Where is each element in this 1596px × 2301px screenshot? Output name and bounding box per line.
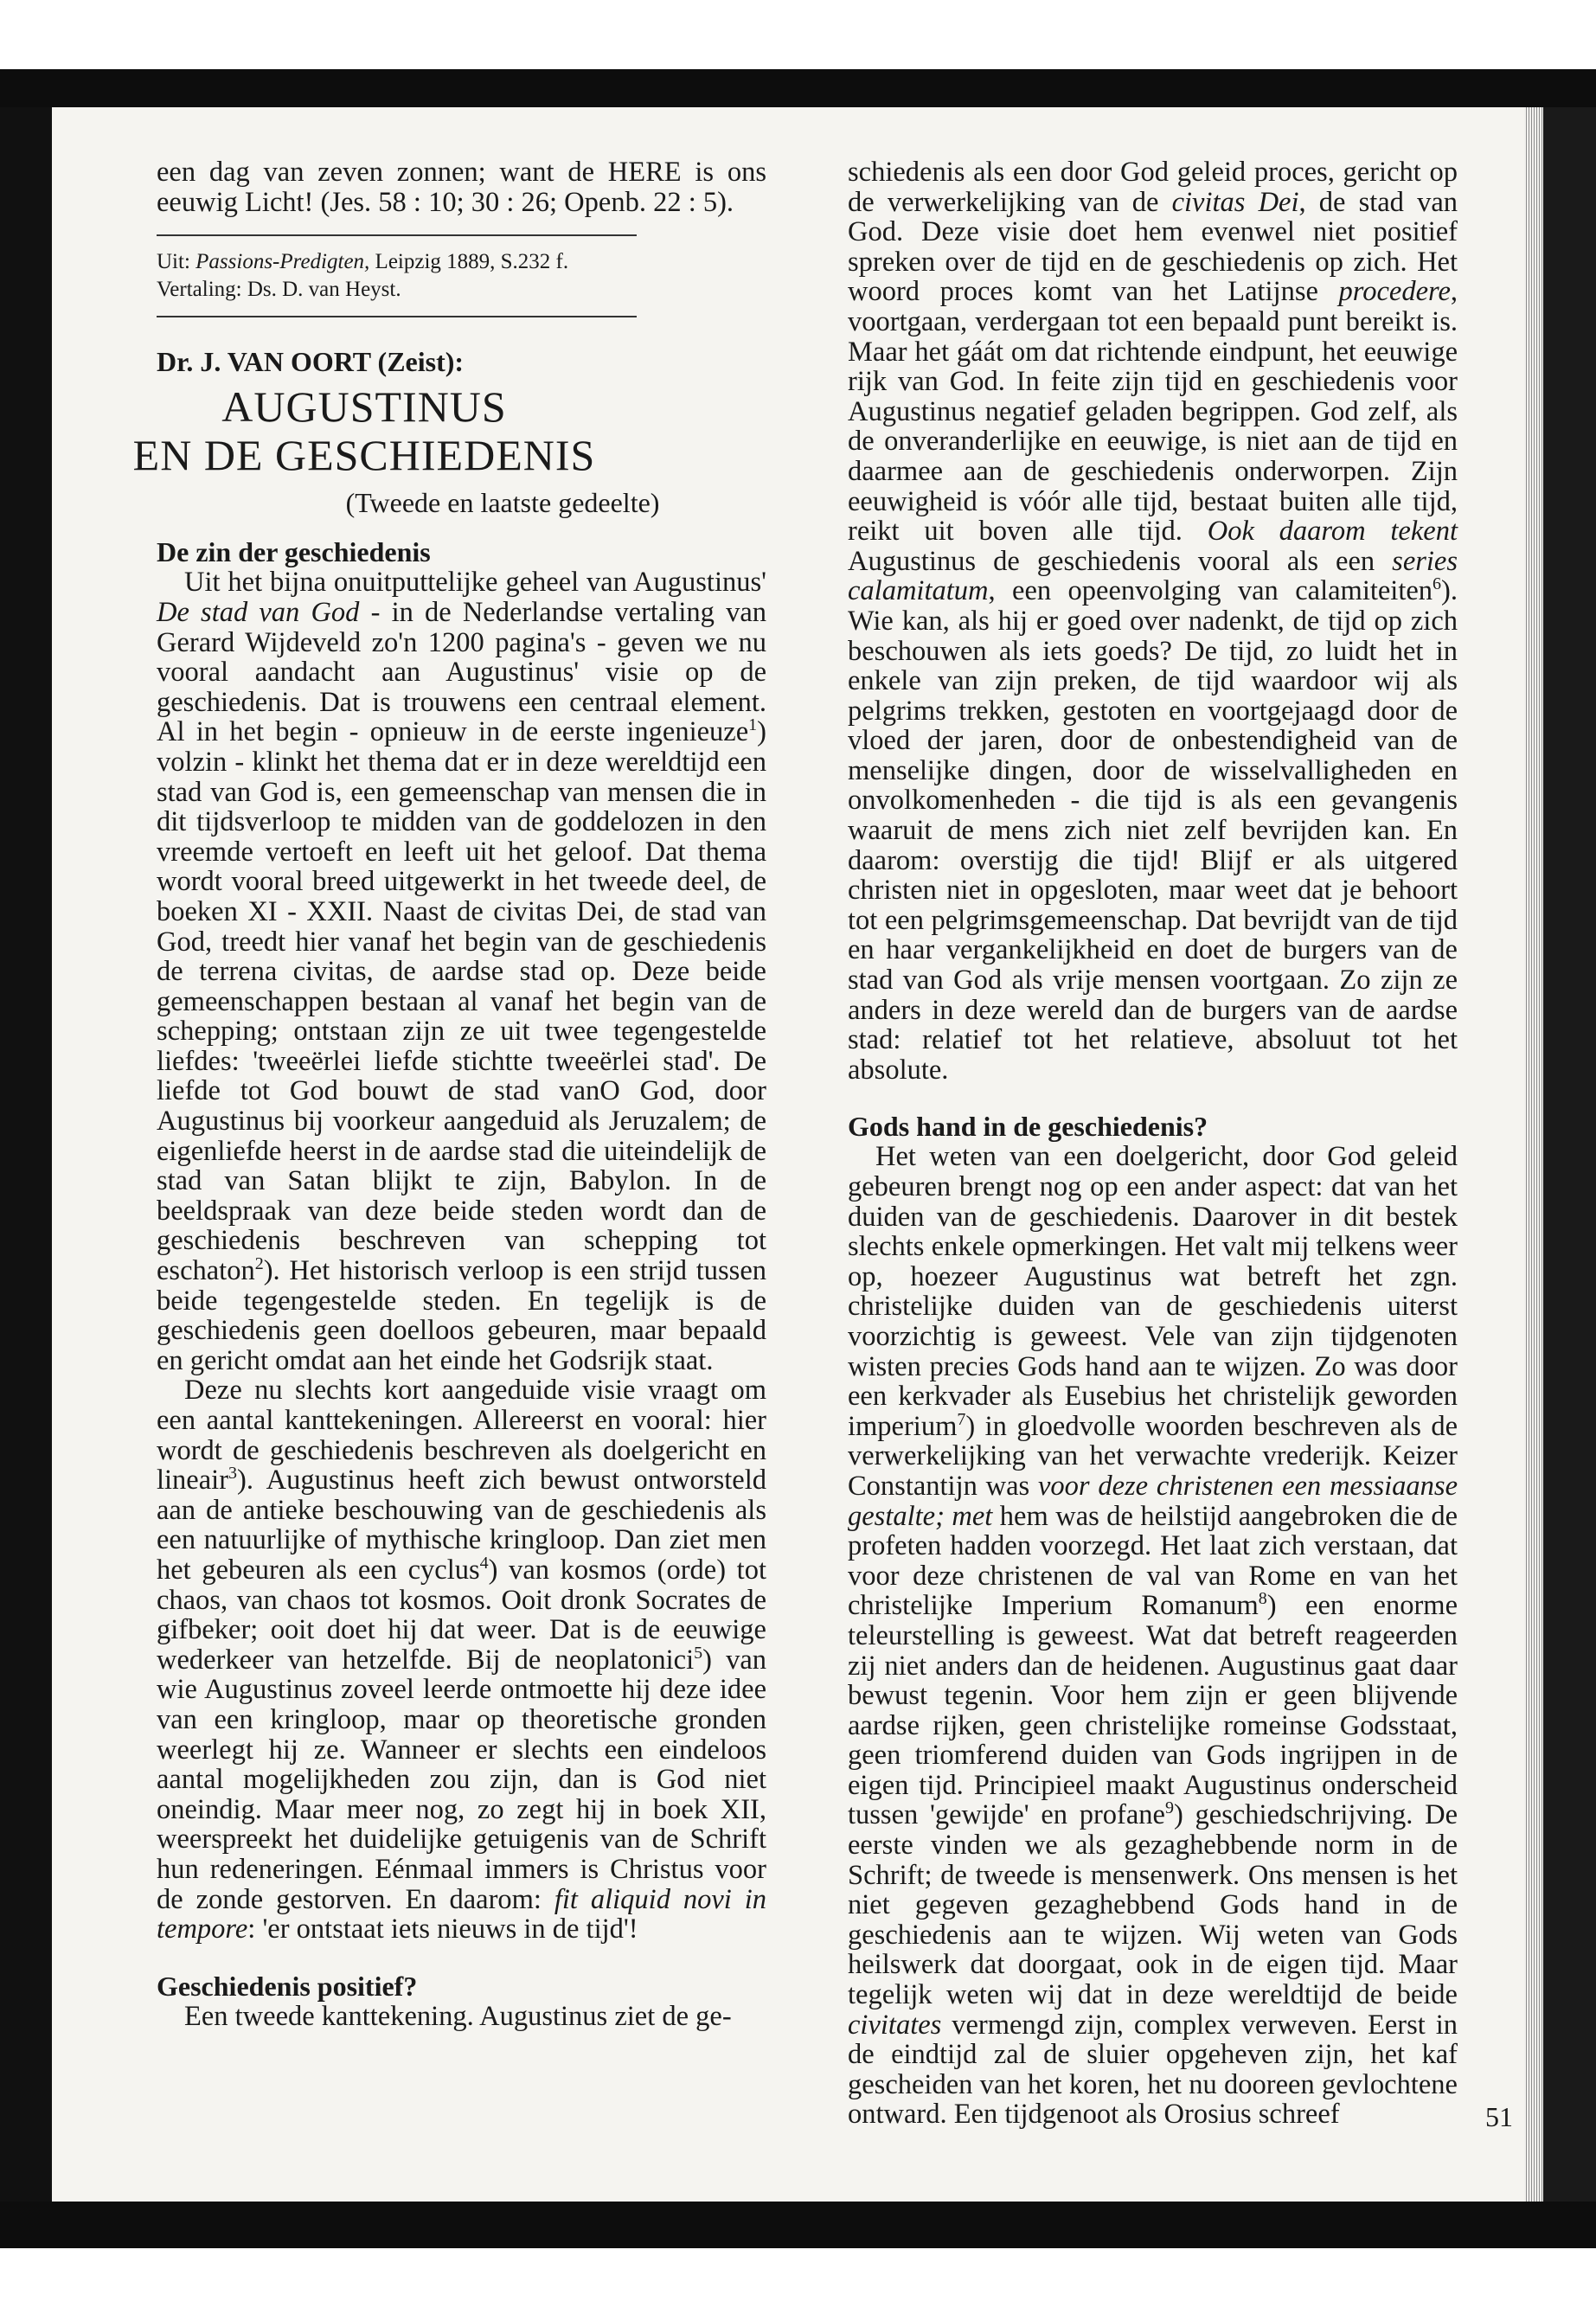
footnote-ref: 4 (479, 1554, 489, 1574)
scan-margin-bottom (0, 2248, 1596, 2301)
page-number: 51 (1485, 2101, 1513, 2132)
footnote-ref: 6 (1433, 574, 1442, 594)
footnote-ref: 1 (748, 715, 758, 735)
translation-credit: Uit: Passions-Predigten, Leipzig 1889, S.232 f. Vertaling: Ds. D. van Heyst. (157, 234, 637, 317)
paragraph: Een tweede kanttekening. Augustinus ziet de ge- (184, 2000, 732, 2032)
book-page-edges (1524, 107, 1543, 2202)
scanner-border-top (0, 69, 1596, 107)
footnote-ref: 3 (228, 1464, 238, 1484)
paragraph: Het weten van een doelgericht, door God geleid gebeuren brengt nog op een ander aspect: dat van het duiden van de geschiedenis. Daarover in dit bestek slechts enkele opmerkingen. Het valt mij telkens weer op, hoezeer Augustinus wat betreft het zgn. christelijke duiden van de geschiedenis uiterst voorzichtig is geweest. Vele van zijn tijdgenoten wisten precies Gods hand aan te wijzen. Zo was door een kerkvader als Eusebius het christelijk geworden imperium$^7$) in gloedvolle woorden beschreven als de verwerkelijking van het verwachte vrederijk. Keizer Constantijn was voor deze christenen een messiaanse gestalte; met hem was de heilstijd aangebroken die de profeten hadden voorzegd. Het laat zich verstaan, dat voor deze christenen de val van Rome en van het christelijke Imperium Romanum$^8$) een enorme teleurstelling is geweest. Wat dat betreft reageerden zij niet anders dan de heidenen. Augustinus gaat daar bewust tegenin. Voor hem zijn er geen blijvende aardse rijken, geen christelijke romeinse Godsstaat, geen triomferend duiden van Gods ingrijpen in de eigen tijd. Principieel maakt Augustinus onderscheid tussen 'gewijde' en profane$^9$) geschiedschrijving. De eerste vinden we als gezaghebbende norm in de Schrift; de tweede is mensenwerk. Ons mensen is het niet gegeven gezaghebbend Gods hand in de geschiedenis aan te wijzen. Wij weten van Gods heilswerk dat doorgaat, ook in de eigen tijd. Maar tegelijk weten wij dat in deze wereldtijd de beide civitates vermengd zijn, complex verweven. Eerst in de eindtijd zal de sluier opgeheven zijn, het kaf gescheiden van het koren, het nu dooreen gevlochtene ontward. Een tijdgenoot als Orosius schreef (848, 1141, 1458, 2131)
article-subtitle: (Tweede en laatste gedeelte) (345, 486, 660, 518)
paragraph: Deze nu slechts kort aangeduide visie vraagt om een aantal kanttekeningen. Allereerst en vooral: hier wordt de geschiedenis beschreven als doelgericht en lineair$^3$). Augustinus heeft zich bewust ontworsteld aan de antieke beschouwing van de geschiedenis als een natuurlijke of mythische kringloop. Dan ziet men het gebeuren als een cyclus$^4$) van kosmos (orde) tot chaos, van chaos tot kosmos. Ooit dronk Socrates de gifbeker; ooit doet hij dat weer. Dat is de eeuwige wederkeer van hetzelfde. Bij de neoplatonici$^5$) van wie Augustinus zoveel leerde ontmoette hij deze idee van een kringloop, maar op theoretische gronden weerlegt hij ze. Wanneer er slechts een eindeloos aantal mogelijkheden zou zijn, dan is God niet oneindig. Maar meer nog, zo zegt hij in boek XII, weerspreekt het duidelijke getuigenis van de Schrift hun redeneringen. Eénmaal immers is Christus voor de zonde gestorven. En daarom: fit aliquid novi in tempore: 'er ontstaat iets nieuws in de tijd'! (157, 1375, 766, 1945)
title-line-1: AUGUSTINUS (221, 381, 507, 431)
footnote-ref: 2 (254, 1254, 264, 1274)
title-line-2: EN DE GESCHIEDENIS (132, 430, 596, 479)
scanner-border-left (0, 107, 52, 2202)
footnote-ref: 9 (1164, 1798, 1174, 1818)
section-heading-positief: Geschiedenis positief? (157, 1970, 418, 2002)
footnote-ref: 7 (957, 1409, 966, 1429)
opening-text: een dag van zeven zonnen; want de HERE is ons eeuwig Licht! (Jes. 58 : 10; 30 : 26; Openb. 22 : 5). (157, 157, 766, 218)
section-heading-gods-hand: Gods hand in de geschiedenis? (848, 1111, 1208, 1143)
book-page (52, 107, 1524, 2202)
footnote-ref: 8 (1258, 1589, 1267, 1609)
article-title (53, 382, 676, 479)
section-heading-zin: De zin der geschiedenis (157, 536, 431, 568)
right-column (848, 157, 1458, 2130)
paragraph: Uit het bijna onuitputtelijke geheel van Augustinus' De stad van God - in de Nederlandse vertaling van Gerard Wijdeveld zo'n 1200 pagina's - geven we nu vooral aandacht aan Augustinus' visie op de geschiedenis. Dat is trouwens een centraal element. Al in het begin - opnieuw in de eerste ingenieuze$^1$) volzin - klinkt het thema dat er in deze wereldtijd een stad van God is, een gemeenschap van mensen die in dit tijdsverloop te midden van de goddelozen in den vreemde vertoeft en leeft uit het geloof. Dat thema wordt vooral breed uitgewerkt in het tweede deel, de boeken XI - XXII. Naast de civitas Dei, de stad van God, treedt hier vanaf het begin van de geschiedenis de terrena civitas, de aardse stad op. Deze beide gemeenschappen bestaan al vanaf het begin van de schepping; ontstaan zijn ze uit twee tegengestelde liefdes: 'tweeërlei liefde stichtte tweeërlei stad'. De liefde tot God bouwt de stad vanO God, door Augustinus bij voorkeur aangeduid als Jeruzalem; de eigenliefde heerst in de aardse stad die uiteindelijk de stad van Satan blijkt te zijn, Babylon. In de beeldspraak van deze beide steden wordt dan de geschiedenis beschreven van schepping tot eschaton$^2$). Het historisch verloop is een strijd tussen beide tegengestelde steden. En tegelijk is de geschiedenis geen doelloos gebeuren, maar bepaald en gericht omdat aan het einde het Godsrijk staat. (157, 567, 766, 1376)
paragraph: schiedenis als een door God geleid proces, gericht op de verwerkelijking van de civitas Dei, de stad van God. Deze visie doet hem evenwel niet positief spreken over de tijd en de geschiedenis op zich. Het woord proces komt van het Latijnse procedere, voortgaan, verdergaan tot een bepaald punt bereikt is. Maar het gáát om dat richtende eindpunt, het eeuwige rijk van God. In feite zijn tijd en geschiedenis voor Augustinus negatief geladen begrippen. God zelf, als de onveranderlijke en eeuwige, is niet aan de tijd en daarmee aan de geschiedenis onderworpen. Zijn eeuwigheid is vóór alle tijd, bestaat buiten alle tijd, reikt uit boven alle tijd. Ook daarom tekent Augustinus de geschiedenis vooral als een series calamitatum, een opeenvolging van calamiteiten$^6$). Wie kan, als hij er goed over nadenkt, de tijd op zich beschouwen als iets goeds? De tijd, zo luidt het in enkele van zijn preken, de tijd waardoor wij als pelgrims trekken, gestoten en voortgejaagd door de vloed der jaren, door de onbestendigheid van de menselijke dingen, door de wisselvalligheden en onvolkomenheden - die tijd is als een gevangenis waaruit de mens zich niet zelf bevrijden kan. En daarom: overstijg die tijd! Blijf er als uitgered christen niet in opgesloten, maar weet dat je behoort tot een pelgrimsgemeenschap. Dat bevrijdt van de tijd en haar vergankelijkheid en doet de burgers van de stad van God als vrije mensen voortgaan. Zo zijn ze anders in deze wereld dan de burgers van de aardse stad: relatief tot het relatieve, absoluut tot het absolute. (848, 157, 1458, 1086)
left-column (132, 157, 766, 2032)
scanner-border-right (1540, 107, 1596, 2202)
scanner-border-bottom (0, 2202, 1596, 2248)
article-author: Dr. J. VAN OORT (Zeist): (157, 346, 465, 378)
scan-margin-top (0, 0, 1596, 69)
footnote-ref: 5 (694, 1643, 703, 1663)
